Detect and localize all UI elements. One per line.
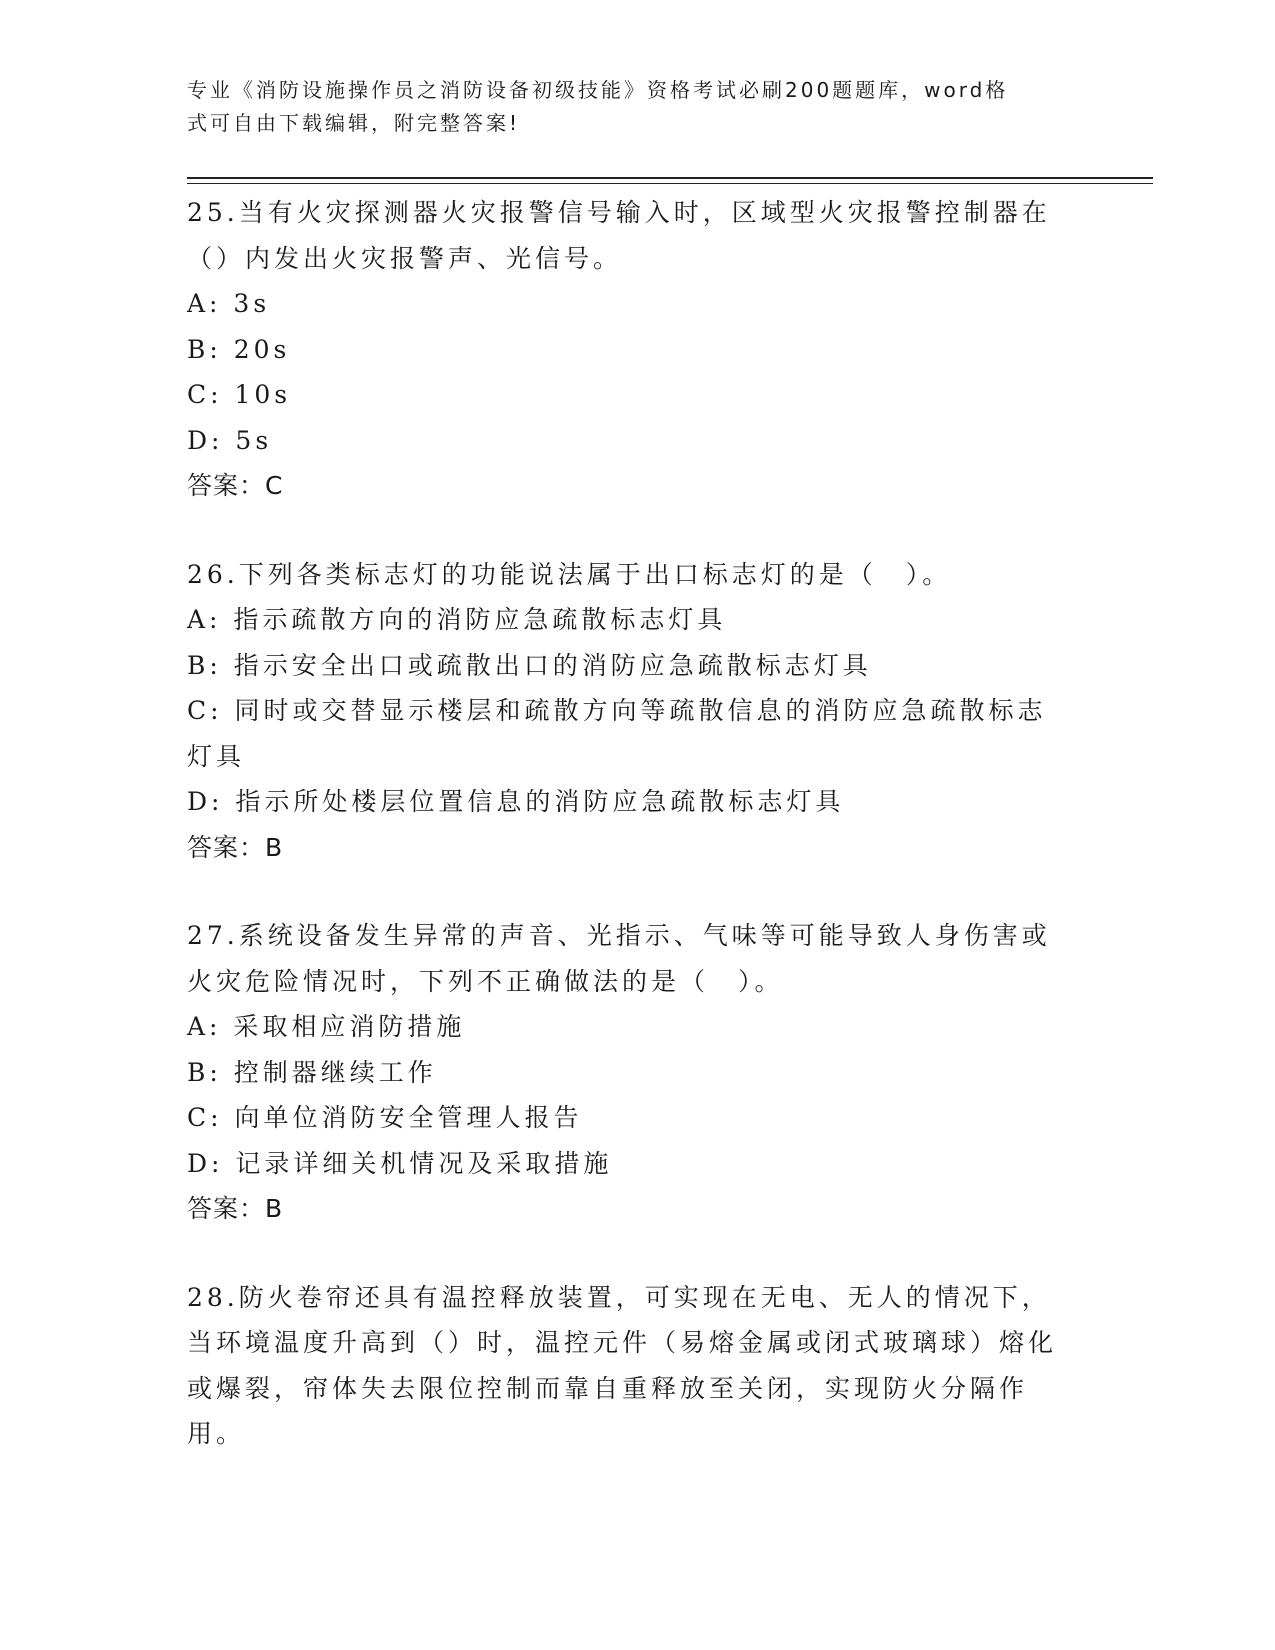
- option-a: A: 指示疏散方向的消防应急疏散标志灯具: [187, 605, 727, 634]
- question-stem: 27.系统设备发生异常的声音、光指示、气味等可能导致人身伤害或火灾危险情况时，下列不正确做法的是（ ）。: [187, 921, 1051, 996]
- header-line-1: 专业《消防设施操作员之消防设备初级技能》资格考试必刷200题题库，word格: [187, 78, 1009, 102]
- answer: 答案：B: [187, 1194, 284, 1223]
- option-c: C: 同时或交替显示楼层和疏散方向等疏散信息的消防应急疏散标志灯具: [187, 696, 1047, 771]
- option-d: D: 5s: [187, 425, 273, 455]
- option-a: A: 3s: [187, 289, 271, 318]
- question-stem: 26.下列各类标志灯的功能说法属于出口标志灯的是（ ）。: [187, 559, 952, 589]
- option-b: B: 指示安全出口或疏散出口的消防应急疏散标志灯具: [187, 650, 872, 680]
- document-header: [187, 74, 1067, 140]
- question-26: [187, 552, 1067, 871]
- answer: 答案：C: [187, 471, 284, 500]
- question-list: [187, 190, 1067, 1500]
- option-c: C: 向单位消防安全管理人报告: [187, 1103, 583, 1132]
- option-b: B: 控制器继续工作: [187, 1057, 437, 1087]
- option-b: B: 20s: [187, 334, 291, 364]
- question-stem: 25.当有火灾探测器火灾报警信号输入时，区域型火灾报警控制器在（）内发出火灾报警声、光信号。: [187, 198, 1051, 273]
- question-25: [187, 190, 1067, 509]
- option-d: D: 记录详细关机情况及采取措施: [187, 1148, 613, 1178]
- option-a: A: 采取相应消防措施: [187, 1012, 466, 1041]
- answer: 答案：B: [187, 832, 284, 862]
- header-divider-thick: [187, 177, 1153, 179]
- option-c: C: 10s: [187, 380, 292, 409]
- question-27: [187, 913, 1067, 1232]
- question-stem: 28.防火卷帘还具有温控释放装置，可实现在无电、无人的情况下，当环境温度升高到（）时，温控元件（易熔金属或闭式玻璃球）熔化或爆裂，帘体失去限位控制而靠自重释放至关闭，实现防火分隔作用。: [187, 1282, 1058, 1448]
- header-line-2: 式可自由下载编辑，附完整答案!: [187, 111, 521, 135]
- option-d: D: 指示所处楼层位置信息的消防应急疏散标志灯具: [187, 787, 845, 816]
- question-28: [187, 1275, 1067, 1457]
- header-divider-thin: [187, 183, 1153, 184]
